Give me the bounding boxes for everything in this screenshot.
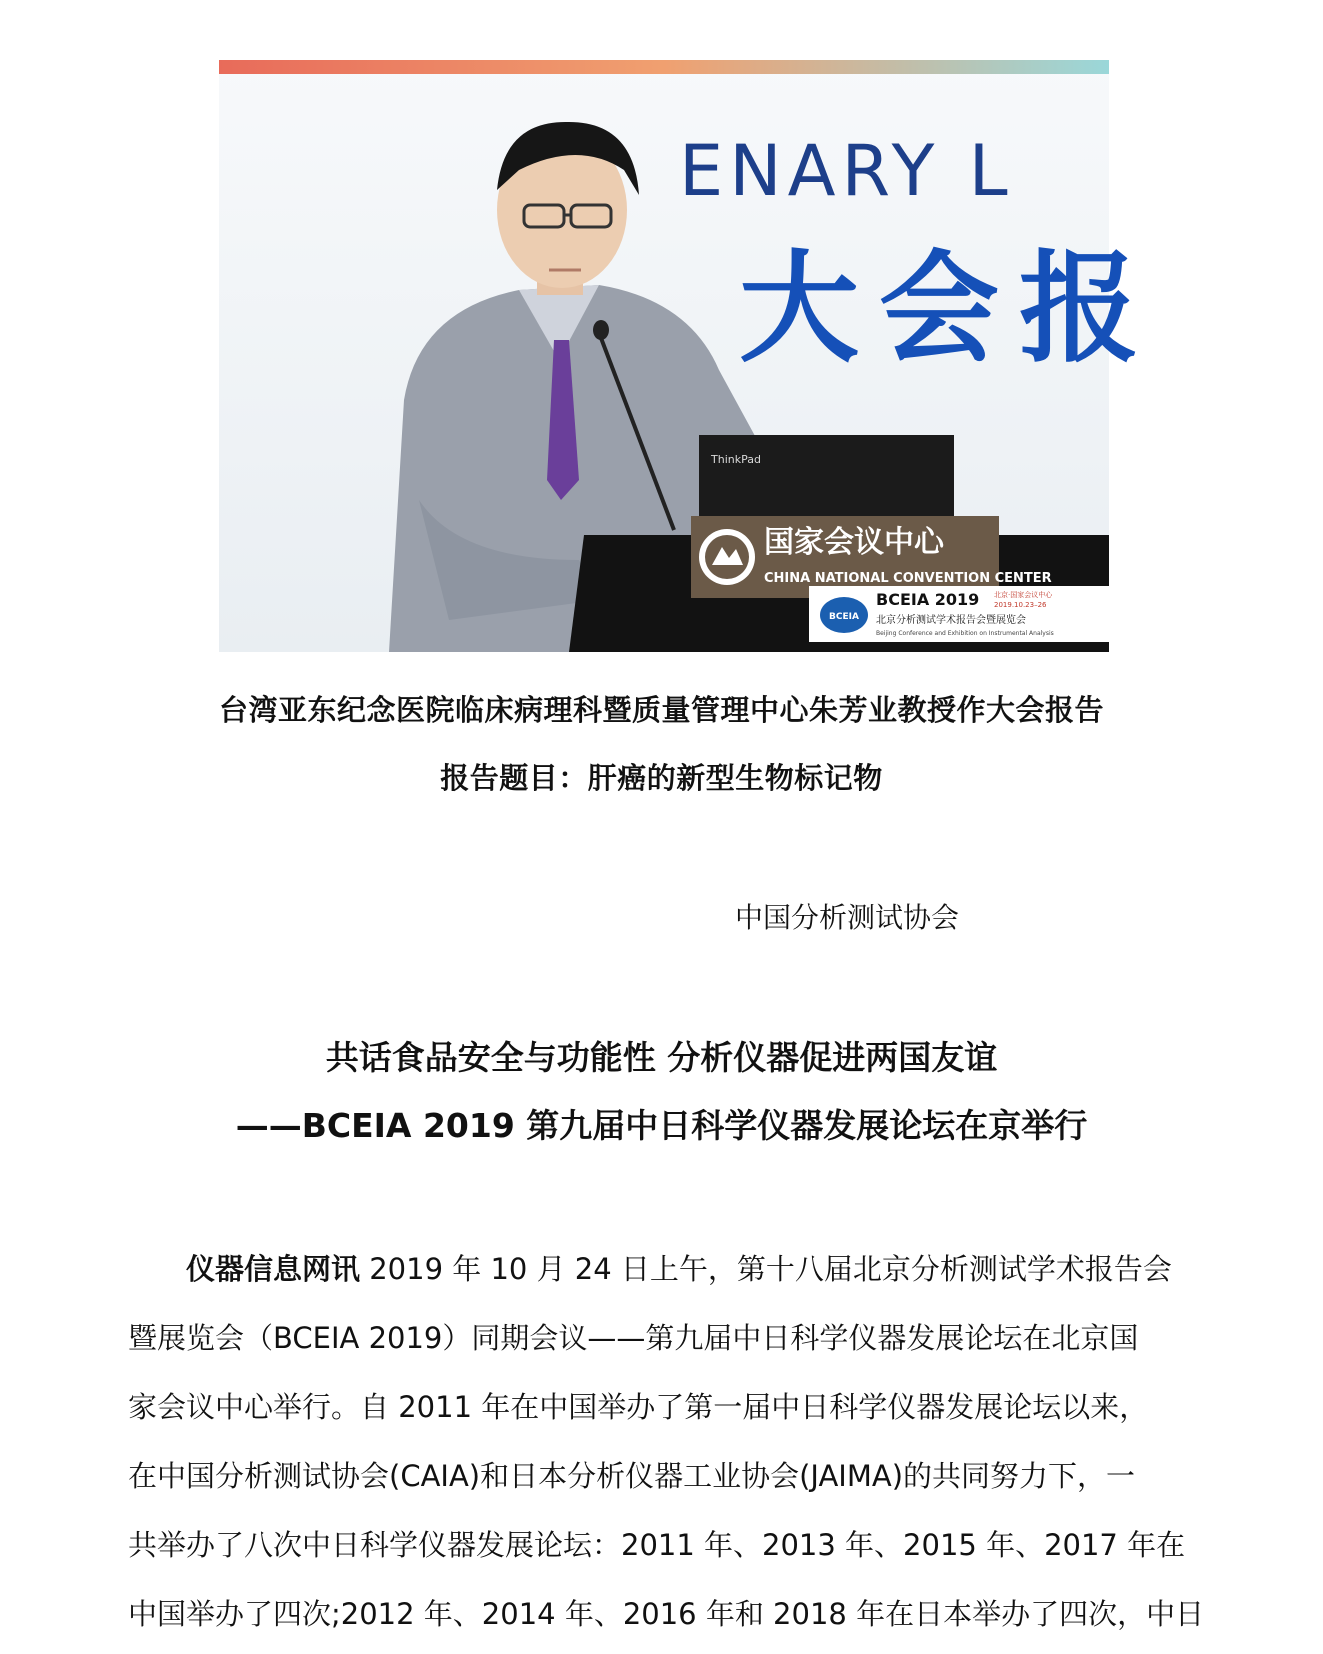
- article-line: 共举办了八次中日科学仪器发展论坛：2011 年、2013 年、2015 年、2017 年在: [128, 1528, 1186, 1562]
- photo-caption-speaker: 台湾亚东纪念医院临床病理科暨质量管理中心朱芳业教授作大会报告: [218, 693, 1104, 727]
- article-line: 暨展览会（BCEIA 2019）同期会议——第九届中日科学仪器发展论坛在北京国: [128, 1321, 1139, 1355]
- article-line: 家会议中心举行。自 2011 年在中国举办了第一届中日科学仪器发展论坛以来，: [128, 1390, 1149, 1424]
- speaker-photo: [219, 60, 1159, 652]
- bceia-sign-dates: 2019.10.23–26: [994, 601, 1047, 609]
- bceia-sign-location: 北京·国家会议中心: [994, 591, 1053, 599]
- bceia-sign-en-name: Beijing Conference and Exhibition on Instrumental Analysis: [876, 630, 1054, 637]
- article-line-1-rest: 2019 年 10 月 24 日上午，第十八届北京分析测试学术报告会: [360, 1252, 1172, 1286]
- bceia-logo-text: BCEIA: [829, 612, 859, 622]
- banner-top-stripe: [219, 60, 1109, 74]
- article-line: 在中国分析测试协会(CAIA)和日本分析仪器工业协会(JAIMA)的共同努力下，一: [128, 1459, 1136, 1493]
- speaker-photo-illustration: [219, 60, 1159, 652]
- article-line: [128, 1235, 1208, 1304]
- bceia-sign-title: BCEIA 2019: [876, 590, 980, 609]
- photo-caption-topic: 报告题目：肝癌的新型生物标记物: [440, 761, 883, 795]
- article-headline: 共话食品安全与功能性 分析仪器促进两国友谊: [325, 1038, 998, 1077]
- banner-text-cn: 大会报: [739, 240, 1159, 379]
- bceia-sign-cn-name: 北京分析测试学术报告会暨展览会: [876, 615, 1026, 626]
- article-subheadline: ——BCEIA 2019 第九届中日科学仪器发展论坛在京举行: [235, 1106, 1088, 1145]
- article-lead: 仪器信息网讯: [186, 1252, 361, 1286]
- podium-title-cn: 国家会议中心: [764, 525, 944, 560]
- article-body: [128, 1235, 1208, 1649]
- podium-title-en: CHINA NATIONAL CONVENTION CENTER: [764, 571, 1052, 586]
- podium: [569, 516, 1109, 652]
- organization-name: 中国分析测试协会: [735, 901, 960, 934]
- article-line: 中国举办了四次;2012 年、2014 年、2016 年和 2018 年在日本举办了四次，中日: [128, 1597, 1205, 1631]
- laptop-brand: ThinkPad: [711, 453, 761, 466]
- banner-text-en: ENARY L: [679, 130, 1014, 212]
